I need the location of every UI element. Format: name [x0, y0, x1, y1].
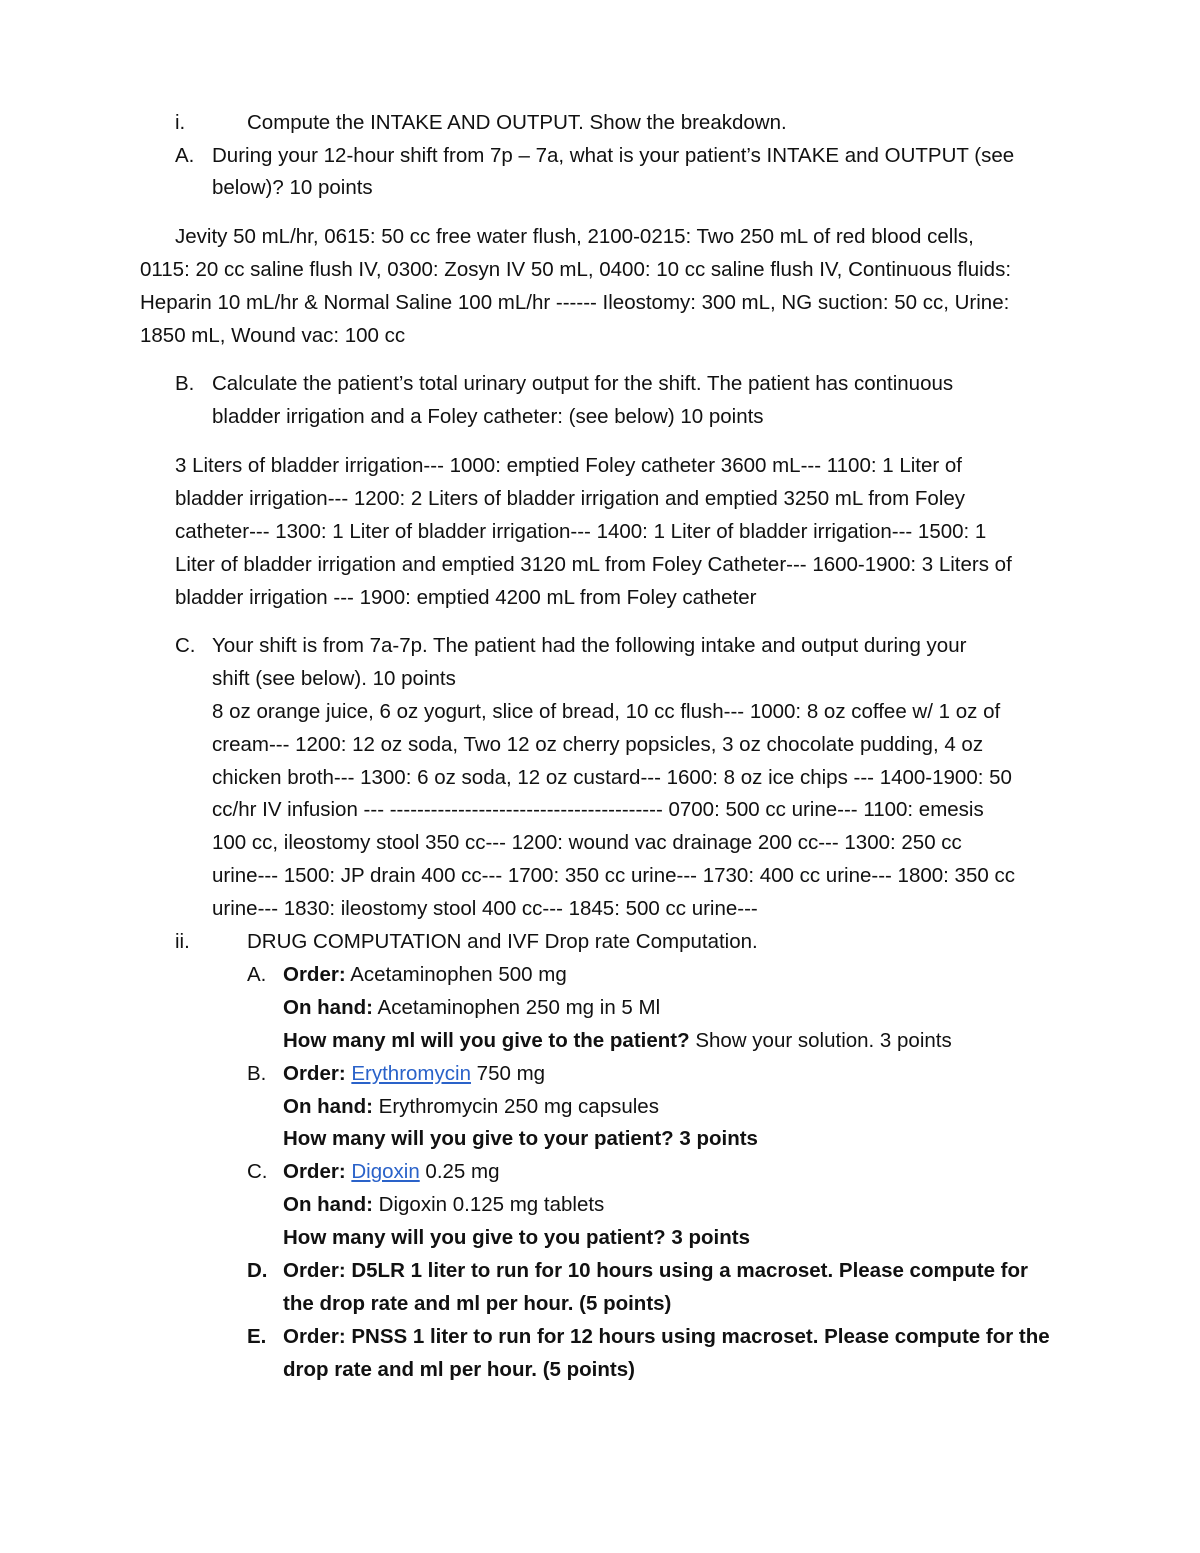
item-i-a-data-line: 1850 mL, Wound vac: 100 cc	[140, 324, 406, 347]
erythromycin-link[interactable]: Erythromycin	[351, 1062, 471, 1085]
item-ii-c-on-hand: On hand: Digoxin 0.125 mg tablets	[283, 1193, 605, 1216]
item-i-c-line: Your shift is from 7a-7p. The patient had the following intake and output during your	[212, 634, 967, 657]
item-ii-c-marker: C.	[247, 1160, 268, 1183]
item-ii-b-question: How many will you give to your patient? 3 points	[283, 1127, 758, 1150]
item-i-b-line: Calculate the patient’s total urinary output for the shift. The patient has continuous	[212, 372, 954, 395]
item-ii-e-marker: E.	[247, 1325, 267, 1348]
item-i-c-line: shift (see below). 10 points	[212, 667, 456, 690]
item-i-c-line: cc/hr IV infusion --- ---------------------------------------- 0700: 500 cc urine--- 1100: emesis	[212, 798, 984, 821]
item-i-b-data-line: 3 Liters of bladder irrigation--- 1000: emptied Foley catheter 3600 mL--- 1100: 1 Liter of	[175, 454, 962, 477]
item-i-b-data-line: Liter of bladder irrigation and emptied 3120 mL from Foley Catheter--- 1600-1900: 3 Liters of	[175, 553, 1012, 576]
item-i-c-line: 100 cc, ileostomy stool 350 cc--- 1200: wound vac drainage 200 cc--- 1300: 250 cc	[212, 831, 962, 854]
item-i-a-data-line: 0115: 20 cc saline flush IV, 0300: Zosyn IV 50 mL, 0400: 10 cc saline flush IV, Continuous fluids:	[140, 258, 1012, 281]
item-i-b-marker: B.	[175, 372, 195, 395]
item-i-c-line: urine--- 1830: ileostomy stool 400 cc--- 1845: 500 cc urine---	[212, 897, 758, 920]
item-ii-a-on-hand: On hand: Acetaminophen 250 mg in 5 Ml	[283, 996, 661, 1019]
item-ii-d-marker: D.	[247, 1259, 268, 1282]
item-ii-c-question: How many will you give to you patient? 3 points	[283, 1226, 750, 1249]
item-i-b-data-line: bladder irrigation--- 1200: 2 Liters of bladder irrigation and emptied 3250 mL from Foley	[175, 487, 966, 510]
item-ii-d-line: the drop rate and ml per hour. (5 points)	[283, 1292, 672, 1315]
item-i-a-marker: A.	[175, 144, 195, 167]
item-ii-c-order: Order: Digoxin 0.25 mg	[283, 1160, 500, 1183]
item-ii-b-order: Order: Erythromycin 750 mg	[283, 1062, 546, 1085]
item-ii-e-line: Order: PNSS 1 liter to run for 12 hours using macroset. Please compute for the	[283, 1325, 1050, 1348]
item-ii-a-marker: A.	[247, 963, 267, 986]
section-ii-title: DRUG COMPUTATION and IVF Drop rate Computation.	[247, 930, 758, 953]
section-ii-marker: ii.	[175, 930, 190, 953]
item-i-a-line: During your 12-hour shift from 7p – 7a, what is your patient’s INTAKE and OUTPUT (see	[212, 144, 1015, 167]
item-i-c-line: cream--- 1200: 12 oz soda, Two 12 oz cherry popsicles, 3 oz chocolate pudding, 4 oz	[212, 733, 984, 756]
section-i-marker: i.	[175, 111, 186, 134]
item-i-c-line: urine--- 1500: JP drain 400 cc--- 1700: 350 cc urine--- 1730: 400 cc urine--- 1800: 350 cc	[212, 864, 1015, 887]
item-ii-e-line: drop rate and ml per hour. (5 points)	[283, 1358, 635, 1381]
item-i-c-marker: C.	[175, 634, 196, 657]
item-i-b-line: bladder irrigation and a Foley catheter: (see below) 10 points	[212, 405, 764, 428]
item-i-a-line: below)? 10 points	[212, 176, 373, 199]
item-ii-a-order: Order: Acetaminophen 500 mg	[283, 963, 567, 986]
item-i-a-data-line: Heparin 10 mL/hr & Normal Saline 100 mL/hr ------ Ileostomy: 300 mL, NG suction: 50 cc, Urine:	[140, 291, 1010, 314]
item-ii-d-line: Order: D5LR 1 liter to run for 10 hours using a macroset. Please compute for	[283, 1259, 1029, 1282]
item-ii-a-question: How many ml will you give to the patient? Show your solution. 3 points	[283, 1029, 952, 1052]
item-i-a-data-line: Jevity 50 mL/hr, 0615: 50 cc free water flush, 2100-0215: Two 250 mL of red blood cells,	[175, 225, 974, 248]
item-i-c-line: chicken broth--- 1300: 6 oz soda, 12 oz custard--- 1600: 8 oz ice chips --- 1400-1900: 50	[212, 766, 1012, 789]
item-ii-b-on-hand: On hand: Erythromycin 250 mg capsules	[283, 1095, 659, 1118]
item-i-b-data-line: catheter--- 1300: 1 Liter of bladder irrigation--- 1400: 1 Liter of bladder irrigation--- 1500: 1	[175, 520, 987, 543]
section-i-title: Compute the INTAKE AND OUTPUT. Show the breakdown.	[247, 111, 787, 134]
item-i-c-line: 8 oz orange juice, 6 oz yogurt, slice of bread, 10 cc flush--- 1000: 8 oz coffee w/ 1 oz of	[212, 700, 1001, 723]
item-ii-b-marker: B.	[247, 1062, 267, 1085]
digoxin-link[interactable]: Digoxin	[351, 1160, 420, 1183]
item-i-b-data-line: bladder irrigation --- 1900: emptied 4200 mL from Foley catheter	[175, 586, 757, 609]
